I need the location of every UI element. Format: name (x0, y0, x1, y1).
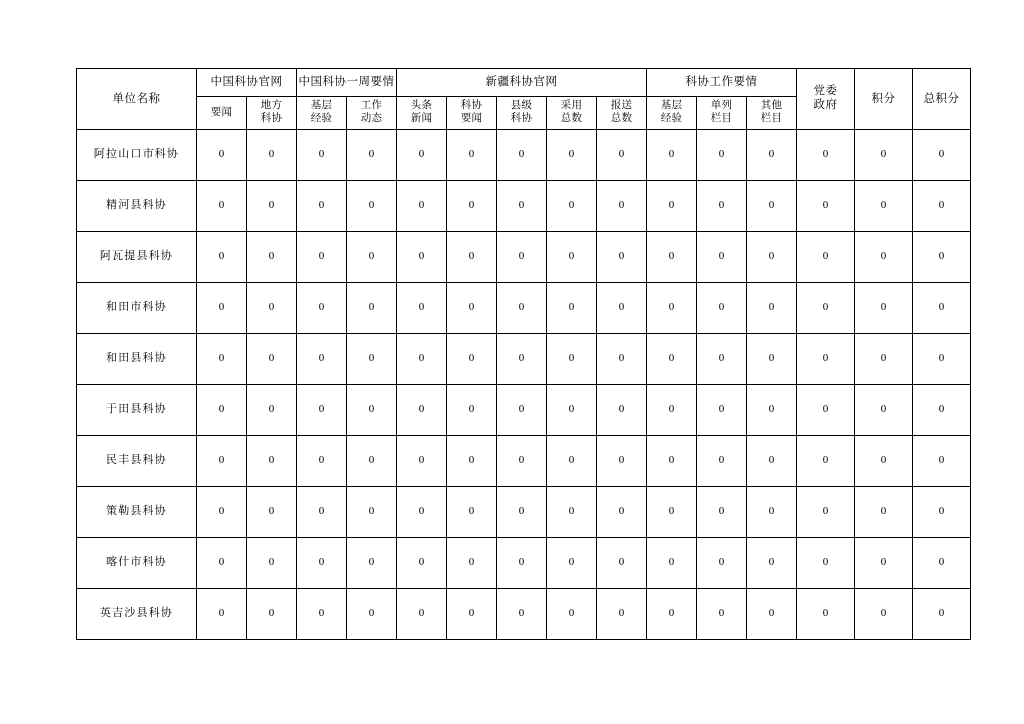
data-cell: 0 (247, 130, 297, 181)
data-cell: 0 (447, 589, 497, 640)
data-cell: 0 (697, 181, 747, 232)
data-cell: 0 (397, 181, 447, 232)
data-cell: 0 (747, 232, 797, 283)
subheader-10 (697, 97, 747, 130)
data-cell: 0 (397, 385, 447, 436)
subheader-9 (647, 97, 697, 130)
data-cell: 0 (547, 130, 597, 181)
data-cell: 0 (697, 130, 747, 181)
subheader-7-line2: 总数 (560, 113, 583, 124)
data-cell: 0 (597, 130, 647, 181)
data-cell: 0 (497, 334, 547, 385)
data-cell: 0 (747, 487, 797, 538)
data-cell: 0 (447, 538, 497, 589)
data-cell: 0 (797, 232, 855, 283)
data-cell: 0 (197, 334, 247, 385)
data-cell: 0 (547, 538, 597, 589)
data-cell: 0 (547, 283, 597, 334)
data-cell: 0 (697, 487, 747, 538)
data-cell: 0 (497, 589, 547, 640)
data-cell: 0 (747, 283, 797, 334)
data-cell: 0 (447, 334, 497, 385)
unit-name-cell: 英吉沙县科协 (77, 589, 197, 640)
data-cell: 0 (797, 334, 855, 385)
data-cell: 0 (297, 130, 347, 181)
data-cell: 0 (855, 181, 913, 232)
header-unit-name: 单位名称 (77, 69, 197, 130)
table-row (77, 385, 971, 436)
subheader-3-line2: 动态 (360, 113, 383, 124)
data-cell: 0 (247, 538, 297, 589)
subheader-10-line2: 栏目 (710, 113, 733, 124)
subheader-8-line2: 总数 (610, 113, 633, 124)
data-cell: 0 (797, 589, 855, 640)
data-cell: 0 (197, 436, 247, 487)
data-cell: 0 (913, 232, 971, 283)
subheader-6 (497, 97, 547, 130)
data-cell: 0 (597, 283, 647, 334)
statistics-table (76, 68, 971, 640)
data-cell: 0 (447, 232, 497, 283)
unit-name-cell: 精河县科协 (77, 181, 197, 232)
subheader-1-line2: 科协 (260, 113, 283, 124)
data-cell: 0 (647, 385, 697, 436)
data-cell: 0 (197, 589, 247, 640)
subheader-2 (297, 97, 347, 130)
data-cell: 0 (913, 487, 971, 538)
data-cell: 0 (297, 589, 347, 640)
data-cell: 0 (347, 181, 397, 232)
data-cell: 0 (197, 130, 247, 181)
data-cell: 0 (497, 232, 547, 283)
data-cell: 0 (197, 538, 247, 589)
data-cell: 0 (397, 589, 447, 640)
data-cell: 0 (597, 334, 647, 385)
subheader-9-line2: 经验 (660, 113, 683, 124)
subheader-0-line1: 要闻 (210, 106, 233, 118)
data-cell: 0 (497, 130, 547, 181)
header-total-points: 总积分 (913, 69, 971, 130)
data-cell: 0 (297, 181, 347, 232)
data-cell: 0 (197, 385, 247, 436)
header-points: 积分 (855, 69, 913, 130)
table-header-group-row (77, 69, 971, 97)
data-cell: 0 (913, 436, 971, 487)
data-cell: 0 (497, 283, 547, 334)
data-cell: 0 (697, 538, 747, 589)
table-row (77, 436, 971, 487)
data-cell: 0 (447, 181, 497, 232)
data-cell: 0 (347, 538, 397, 589)
unit-name-cell: 于田县科协 (77, 385, 197, 436)
subheader-8-line1: 报送 (610, 100, 633, 112)
subheader-5-line1: 科协 (460, 100, 483, 112)
data-cell: 0 (247, 436, 297, 487)
data-cell: 0 (197, 487, 247, 538)
subheader-4-line1: 头条 (410, 100, 433, 112)
data-cell: 0 (647, 232, 697, 283)
data-cell: 0 (747, 436, 797, 487)
data-cell: 0 (913, 283, 971, 334)
data-cell: 0 (913, 334, 971, 385)
data-cell: 0 (247, 589, 297, 640)
subheader-10-line1: 单列 (710, 100, 733, 112)
data-cell: 0 (697, 334, 747, 385)
data-cell: 0 (697, 283, 747, 334)
data-cell: 0 (397, 487, 447, 538)
data-cell: 0 (797, 538, 855, 589)
subheader-8 (597, 97, 647, 130)
subheader-11-line2: 栏目 (760, 113, 783, 124)
data-cell: 0 (913, 130, 971, 181)
subheader-6-line2: 科协 (510, 113, 533, 124)
subheader-7 (547, 97, 597, 130)
data-cell: 0 (747, 538, 797, 589)
data-cell: 0 (197, 232, 247, 283)
unit-name-cell: 策勒县科协 (77, 487, 197, 538)
table-row (77, 130, 971, 181)
data-cell: 0 (447, 283, 497, 334)
data-cell: 0 (497, 181, 547, 232)
data-cell: 0 (747, 130, 797, 181)
subheader-9-line1: 基层 (660, 100, 683, 112)
subheader-2-line2: 经验 (310, 113, 333, 124)
data-cell: 0 (855, 334, 913, 385)
data-cell: 0 (247, 232, 297, 283)
table-header (77, 69, 971, 130)
data-cell: 0 (397, 130, 447, 181)
table-row (77, 589, 971, 640)
data-cell: 0 (247, 181, 297, 232)
data-cell: 0 (597, 487, 647, 538)
data-cell: 0 (497, 436, 547, 487)
data-cell: 0 (297, 385, 347, 436)
data-cell: 0 (547, 436, 597, 487)
data-cell: 0 (647, 487, 697, 538)
data-cell: 0 (397, 334, 447, 385)
data-cell: 0 (855, 487, 913, 538)
subheader-5-line2: 要闻 (460, 113, 483, 124)
data-cell: 0 (347, 283, 397, 334)
data-cell: 0 (747, 334, 797, 385)
unit-name-cell: 和田市科协 (77, 283, 197, 334)
data-cell: 0 (647, 283, 697, 334)
data-cell: 0 (747, 181, 797, 232)
data-cell: 0 (547, 232, 597, 283)
data-cell: 0 (913, 385, 971, 436)
data-cell: 0 (797, 181, 855, 232)
data-cell: 0 (855, 385, 913, 436)
subheader-11-line1: 其他 (760, 100, 783, 112)
data-cell: 0 (797, 385, 855, 436)
data-cell: 0 (797, 283, 855, 334)
data-cell: 0 (647, 334, 697, 385)
data-cell: 0 (447, 436, 497, 487)
data-cell: 0 (247, 283, 297, 334)
data-cell: 0 (547, 181, 597, 232)
data-cell: 0 (497, 487, 547, 538)
table-row (77, 487, 971, 538)
table-row (77, 334, 971, 385)
data-cell: 0 (297, 232, 347, 283)
header-group-cast-weekly: 中国科协一周要情 (297, 69, 397, 97)
data-cell: 0 (597, 538, 647, 589)
unit-name-cell: 阿拉山口市科协 (77, 130, 197, 181)
data-cell: 0 (855, 436, 913, 487)
subheader-1-line1: 地方 (260, 100, 283, 112)
data-cell: 0 (297, 487, 347, 538)
data-cell: 0 (855, 589, 913, 640)
data-cell: 0 (747, 385, 797, 436)
data-cell: 0 (647, 538, 697, 589)
data-cell: 0 (647, 181, 697, 232)
unit-name-cell: 和田县科协 (77, 334, 197, 385)
table-row (77, 181, 971, 232)
header-group-association-work: 科协工作要情 (647, 69, 797, 97)
data-cell: 0 (697, 385, 747, 436)
data-cell: 0 (297, 283, 347, 334)
data-cell: 0 (297, 538, 347, 589)
unit-name-cell: 阿瓦提县科协 (77, 232, 197, 283)
data-cell: 0 (913, 589, 971, 640)
table-row (77, 283, 971, 334)
subheader-4-line2: 新闻 (410, 113, 433, 124)
statistics-table-container (76, 68, 960, 640)
subheader-0 (197, 97, 247, 130)
data-cell: 0 (855, 538, 913, 589)
data-cell: 0 (497, 385, 547, 436)
header-group-cast-official-site: 中国科协官网 (197, 69, 297, 97)
data-cell: 0 (347, 487, 397, 538)
data-cell: 0 (855, 232, 913, 283)
data-cell: 0 (855, 130, 913, 181)
data-cell: 0 (297, 334, 347, 385)
data-cell: 0 (913, 538, 971, 589)
data-cell: 0 (247, 334, 297, 385)
table-body (77, 130, 971, 640)
data-cell: 0 (447, 487, 497, 538)
data-cell: 0 (247, 385, 297, 436)
data-cell: 0 (697, 589, 747, 640)
data-cell: 0 (913, 181, 971, 232)
header-party-government (797, 69, 855, 130)
subheader-7-line1: 采用 (560, 100, 583, 112)
subheader-3 (347, 97, 397, 130)
data-cell: 0 (697, 232, 747, 283)
subheader-4 (397, 97, 447, 130)
subheader-2-line1: 基层 (310, 100, 333, 112)
data-cell: 0 (647, 130, 697, 181)
subheader-3-line1: 工作 (360, 100, 383, 112)
unit-name-cell: 喀什市科协 (77, 538, 197, 589)
data-cell: 0 (597, 232, 647, 283)
data-cell: 0 (547, 334, 597, 385)
data-cell: 0 (747, 589, 797, 640)
data-cell: 0 (647, 589, 697, 640)
data-cell: 0 (347, 334, 397, 385)
header-party-government-line1: 党委 (813, 85, 838, 98)
subheader-1 (247, 97, 297, 130)
data-cell: 0 (447, 385, 497, 436)
data-cell: 0 (347, 385, 397, 436)
data-cell: 0 (597, 436, 647, 487)
data-cell: 0 (347, 436, 397, 487)
data-cell: 0 (197, 283, 247, 334)
data-cell: 0 (597, 589, 647, 640)
table-row (77, 538, 971, 589)
data-cell: 0 (697, 436, 747, 487)
table-row (77, 232, 971, 283)
unit-name-cell: 民丰县科协 (77, 436, 197, 487)
data-cell: 0 (397, 436, 447, 487)
data-cell: 0 (247, 487, 297, 538)
data-cell: 0 (855, 283, 913, 334)
data-cell: 0 (547, 385, 597, 436)
data-cell: 0 (647, 436, 697, 487)
data-cell: 0 (447, 130, 497, 181)
header-group-xinjiang-official-site: 新疆科协官网 (397, 69, 647, 97)
subheader-6-line1: 县级 (510, 100, 533, 112)
data-cell: 0 (797, 130, 855, 181)
data-cell: 0 (597, 385, 647, 436)
data-cell: 0 (797, 436, 855, 487)
data-cell: 0 (497, 538, 547, 589)
data-cell: 0 (347, 589, 397, 640)
data-cell: 0 (547, 487, 597, 538)
header-party-government-line2: 政府 (813, 99, 838, 111)
data-cell: 0 (347, 232, 397, 283)
data-cell: 0 (797, 487, 855, 538)
data-cell: 0 (397, 538, 447, 589)
data-cell: 0 (347, 130, 397, 181)
data-cell: 0 (547, 589, 597, 640)
data-cell: 0 (397, 232, 447, 283)
data-cell: 0 (297, 436, 347, 487)
subheader-5 (447, 97, 497, 130)
data-cell: 0 (197, 181, 247, 232)
data-cell: 0 (597, 181, 647, 232)
subheader-11 (747, 97, 797, 130)
data-cell: 0 (397, 283, 447, 334)
